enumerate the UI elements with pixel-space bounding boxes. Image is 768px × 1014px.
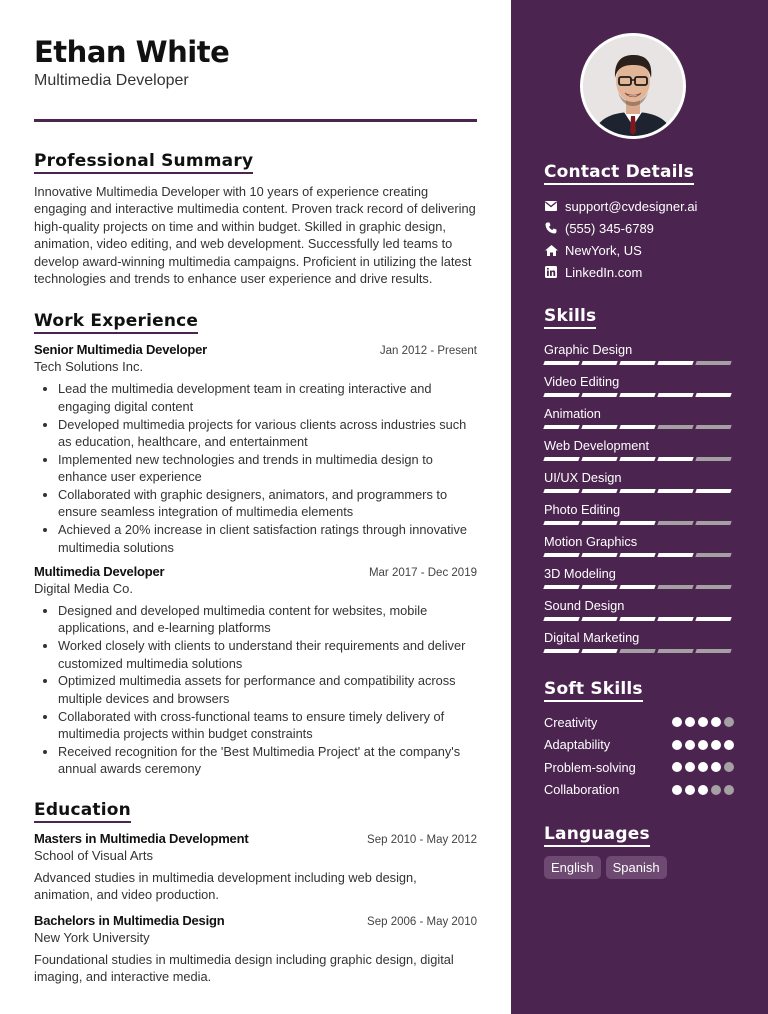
- education-section: [34, 800, 477, 986]
- education-heading: Education: [34, 800, 131, 823]
- education-date: Sep 2010 - May 2012: [367, 833, 477, 846]
- summary-text: Innovative Multimedia Developer with 10 years of experience creating engaging and interactive multimedia content. Proven track record of delivering high-quality projects on time and within budget. Skilled in graphic design, animation, video editing, and web development. Successfully led teams to develop award-winning multimedia campaigns. Proficient in utilizing the latest technologies and trends to enhance user experience and drive results.: [34, 184, 476, 287]
- education-school: New York University: [34, 929, 150, 945]
- job-bullet: • Achieved a 20% increase in client satisfaction ratings through innovative multimedia solutions: [58, 521, 479, 556]
- job-bullet: • Lead the multimedia development team in creating interactive and engaging digital content: [58, 380, 479, 415]
- education-entry: [34, 913, 477, 986]
- job-bullets: [34, 380, 479, 556]
- skill-level-segment: [543, 649, 579, 653]
- language-chip: Spanish: [606, 856, 667, 879]
- skill-level-segment: [581, 457, 617, 461]
- job-bullet: • Designed and developed multimedia content for websites, mobile applications, and e-learning platforms: [58, 602, 479, 637]
- skill-level-segment: [657, 553, 693, 557]
- header-divider: [34, 119, 477, 122]
- skill-name: Web Development: [544, 438, 650, 453]
- skill-level-bar: [544, 425, 744, 429]
- skill-item: [544, 341, 744, 373]
- phone-icon: [544, 221, 558, 235]
- soft-skill-name: Problem-solving: [544, 759, 636, 775]
- rating-dot: [685, 717, 695, 727]
- skill-level-bar: [544, 361, 744, 365]
- soft-skill-rating: [672, 785, 734, 795]
- rating-dot: [724, 785, 734, 795]
- skill-level-segment: [657, 425, 693, 429]
- skill-level-segment: [695, 649, 731, 653]
- rating-dot: [711, 785, 721, 795]
- skill-level-bar: [544, 393, 744, 397]
- job-bullet: • Received recognition for the 'Best Multimedia Project' at the company's annual awards ceremony: [58, 743, 479, 778]
- skill-level-segment: [619, 425, 655, 429]
- skill-level-segment: [619, 553, 655, 557]
- rating-dot: [711, 762, 721, 772]
- skill-name: Sound Design: [544, 598, 625, 613]
- contact-email-text: support@cvdesigner.ai: [565, 198, 698, 214]
- rating-dot: [724, 740, 734, 750]
- skill-level-segment: [543, 393, 579, 397]
- skill-level-segment: [543, 617, 579, 621]
- skill-item: [544, 629, 744, 661]
- job-bullet: • Worked closely with clients to understand their requirements and deliver customized multimedia solutions: [58, 637, 479, 672]
- soft-skill-item: [544, 711, 734, 734]
- education-header: [34, 913, 477, 928]
- skills-heading: Skills: [544, 306, 596, 329]
- linkedin-icon: [544, 265, 558, 279]
- contact-phone[interactable]: [544, 217, 734, 239]
- skill-item: [544, 437, 744, 469]
- skill-level-segment: [619, 489, 655, 493]
- summary-heading: Professional Summary: [34, 151, 253, 174]
- skill-level-segment: [543, 585, 579, 589]
- soft-skill-item: [544, 756, 734, 779]
- skill-item: [544, 501, 744, 533]
- envelope-icon: [544, 199, 558, 213]
- rating-dot: [672, 717, 682, 727]
- skill-level-segment: [695, 393, 731, 397]
- rating-dot: [711, 717, 721, 727]
- skill-level-bar: [544, 457, 744, 461]
- skill-level-segment: [657, 521, 693, 525]
- job-date: Mar 2017 - Dec 2019: [368, 567, 477, 580]
- rating-dot: [685, 762, 695, 772]
- skill-name: Digital Marketing: [544, 630, 640, 645]
- skill-level-segment: [695, 553, 731, 557]
- skill-level-bar: [544, 521, 744, 525]
- skill-level-segment: [657, 393, 693, 397]
- skill-level-segment: [657, 649, 693, 653]
- soft-skill-item: [544, 779, 734, 802]
- skill-item: [544, 405, 744, 437]
- job-header: [34, 342, 477, 357]
- skill-level-segment: [695, 521, 731, 525]
- education-entry: [34, 831, 477, 904]
- rating-dot: [698, 717, 708, 727]
- language-chip: English: [544, 856, 601, 879]
- rating-dot: [685, 785, 695, 795]
- job-list: [34, 342, 477, 777]
- soft-skills-list: [544, 711, 734, 801]
- skill-level-segment: [619, 649, 655, 653]
- soft-skill-item: [544, 734, 734, 757]
- soft-skills-heading: Soft Skills: [544, 679, 643, 702]
- rating-dot: [724, 717, 734, 727]
- rating-dot: [685, 740, 695, 750]
- job-header: [34, 564, 477, 579]
- candidate-title: Multimedia Developer: [34, 72, 189, 89]
- skill-level-segment: [695, 457, 731, 461]
- job-entry: [34, 342, 477, 556]
- job-role: Multimedia Developer: [34, 564, 165, 580]
- skill-level-bar: [544, 553, 744, 557]
- soft-skill-name: Collaboration: [544, 782, 620, 798]
- skill-name: Animation: [544, 406, 601, 421]
- skill-name: UI/UX Design: [544, 470, 622, 485]
- skill-level-segment: [619, 585, 655, 589]
- job-bullet: • Developed multimedia projects for various clients across industries such as education, healthcare, and entertainment: [58, 416, 479, 451]
- skill-level-segment: [543, 425, 579, 429]
- skill-level-segment: [657, 457, 693, 461]
- avatar-illustration: [583, 36, 683, 136]
- job-role: Senior Multimedia Developer: [34, 342, 208, 358]
- soft-skill-rating: [672, 762, 734, 772]
- skill-item: [544, 373, 744, 405]
- skill-name: 3D Modeling: [544, 566, 616, 581]
- skill-item: [544, 469, 744, 501]
- job-bullet: • Collaborated with graphic designers, animators, and programmers to ensure seamless integration of multimedia elements: [58, 486, 479, 521]
- skill-level-segment: [695, 489, 731, 493]
- contact-section: [544, 162, 734, 283]
- contact-linkedin-text: LinkedIn.com: [565, 264, 643, 280]
- experience-section: [34, 311, 477, 777]
- skill-level-segment: [695, 585, 731, 589]
- skill-level-segment: [581, 425, 617, 429]
- summary-section: [34, 151, 477, 287]
- sidebar: [511, 0, 768, 1014]
- skills-list: [544, 341, 744, 661]
- rating-dot: [698, 740, 708, 750]
- skill-name: Video Editing: [544, 374, 620, 389]
- skill-item: [544, 565, 744, 597]
- skill-level-segment: [543, 553, 579, 557]
- skill-level-segment: [657, 585, 693, 589]
- skill-level-bar: [544, 489, 744, 493]
- skill-level-segment: [657, 617, 693, 621]
- languages-section: [544, 824, 734, 879]
- candidate-name: Ethan White: [34, 35, 230, 69]
- skill-level-segment: [619, 393, 655, 397]
- job-date: Jan 2012 - Present: [379, 345, 477, 358]
- skill-level-segment: [657, 361, 693, 365]
- education-degree: Bachelors in Multimedia Design: [34, 912, 225, 928]
- skill-level-segment: [581, 361, 617, 365]
- job-bullet: • Collaborated with cross-functional teams to ensure timely delivery of multimedia projects within budget constraints: [58, 708, 479, 743]
- contact-linkedin[interactable]: [544, 261, 734, 283]
- job-bullets: [34, 602, 479, 778]
- skill-item: [544, 597, 744, 629]
- language-list: [544, 856, 734, 879]
- job-bullet: • Optimized multimedia assets for performance and compatibility across multiple devices and browsers: [58, 672, 479, 707]
- skill-level-segment: [581, 521, 617, 525]
- skill-level-segment: [619, 617, 655, 621]
- soft-skill-name: Creativity: [544, 714, 598, 730]
- skill-level-segment: [543, 521, 579, 525]
- profile-photo: [580, 33, 686, 139]
- skill-level-segment: [581, 617, 617, 621]
- job-company: Digital Media Co.: [34, 581, 133, 597]
- skill-level-segment: [543, 361, 579, 365]
- skill-level-segment: [695, 361, 731, 365]
- skill-level-segment: [619, 361, 655, 365]
- skill-level-segment: [581, 393, 617, 397]
- education-date: Sep 2006 - May 2010: [367, 915, 477, 928]
- skill-level-segment: [657, 489, 693, 493]
- rating-dot: [698, 762, 708, 772]
- skill-level-bar: [544, 649, 744, 653]
- skill-level-segment: [619, 521, 655, 525]
- education-list: [34, 831, 477, 986]
- skill-name: Graphic Design: [544, 342, 633, 357]
- skill-level-segment: [581, 585, 617, 589]
- education-school: School of Visual Arts: [34, 847, 153, 863]
- skill-name: Motion Graphics: [544, 534, 638, 549]
- skill-level-segment: [695, 617, 731, 621]
- education-degree: Masters in Multimedia Development: [34, 830, 249, 846]
- contact-heading: Contact Details: [544, 162, 694, 185]
- contact-location: [544, 239, 734, 261]
- skill-level-segment: [543, 489, 579, 493]
- soft-skills-section: [544, 679, 734, 801]
- skill-item: [544, 533, 744, 565]
- soft-skill-name: Adaptability: [544, 737, 611, 753]
- rating-dot: [672, 762, 682, 772]
- skill-level-bar: [544, 617, 744, 621]
- skill-level-segment: [581, 489, 617, 493]
- skill-level-segment: [695, 425, 731, 429]
- skill-level-segment: [581, 649, 617, 653]
- job-company: Tech Solutions Inc.: [34, 359, 144, 375]
- education-desc: Foundational studies in multimedia design including graphic design, digital imaging, and interactive media.: [34, 951, 454, 984]
- job-entry: [34, 564, 477, 778]
- education-desc: Advanced studies in multimedia development including web design, animation, and video production.: [34, 869, 417, 903]
- rating-dot: [698, 785, 708, 795]
- skills-section: [544, 306, 744, 661]
- contact-phone-text: (555) 345-6789: [565, 220, 654, 236]
- rating-dot: [724, 762, 734, 772]
- experience-heading: Work Experience: [34, 311, 198, 334]
- skill-level-segment: [581, 553, 617, 557]
- soft-skill-rating: [672, 717, 734, 727]
- job-bullet: • Implemented new technologies and trends in multimedia design to enhance user experience: [58, 451, 479, 486]
- skill-level-bar: [544, 585, 744, 589]
- rating-dot: [672, 785, 682, 795]
- soft-skill-rating: [672, 740, 734, 750]
- skill-level-segment: [619, 457, 655, 461]
- skill-level-segment: [543, 457, 579, 461]
- rating-dot: [672, 740, 682, 750]
- skill-name: Photo Editing: [544, 502, 621, 517]
- contact-location-text: NewYork, US: [565, 242, 642, 258]
- education-header: [34, 831, 477, 846]
- home-icon: [544, 243, 558, 257]
- rating-dot: [711, 740, 721, 750]
- languages-heading: Languages: [544, 824, 650, 847]
- contact-email[interactable]: [544, 195, 734, 217]
